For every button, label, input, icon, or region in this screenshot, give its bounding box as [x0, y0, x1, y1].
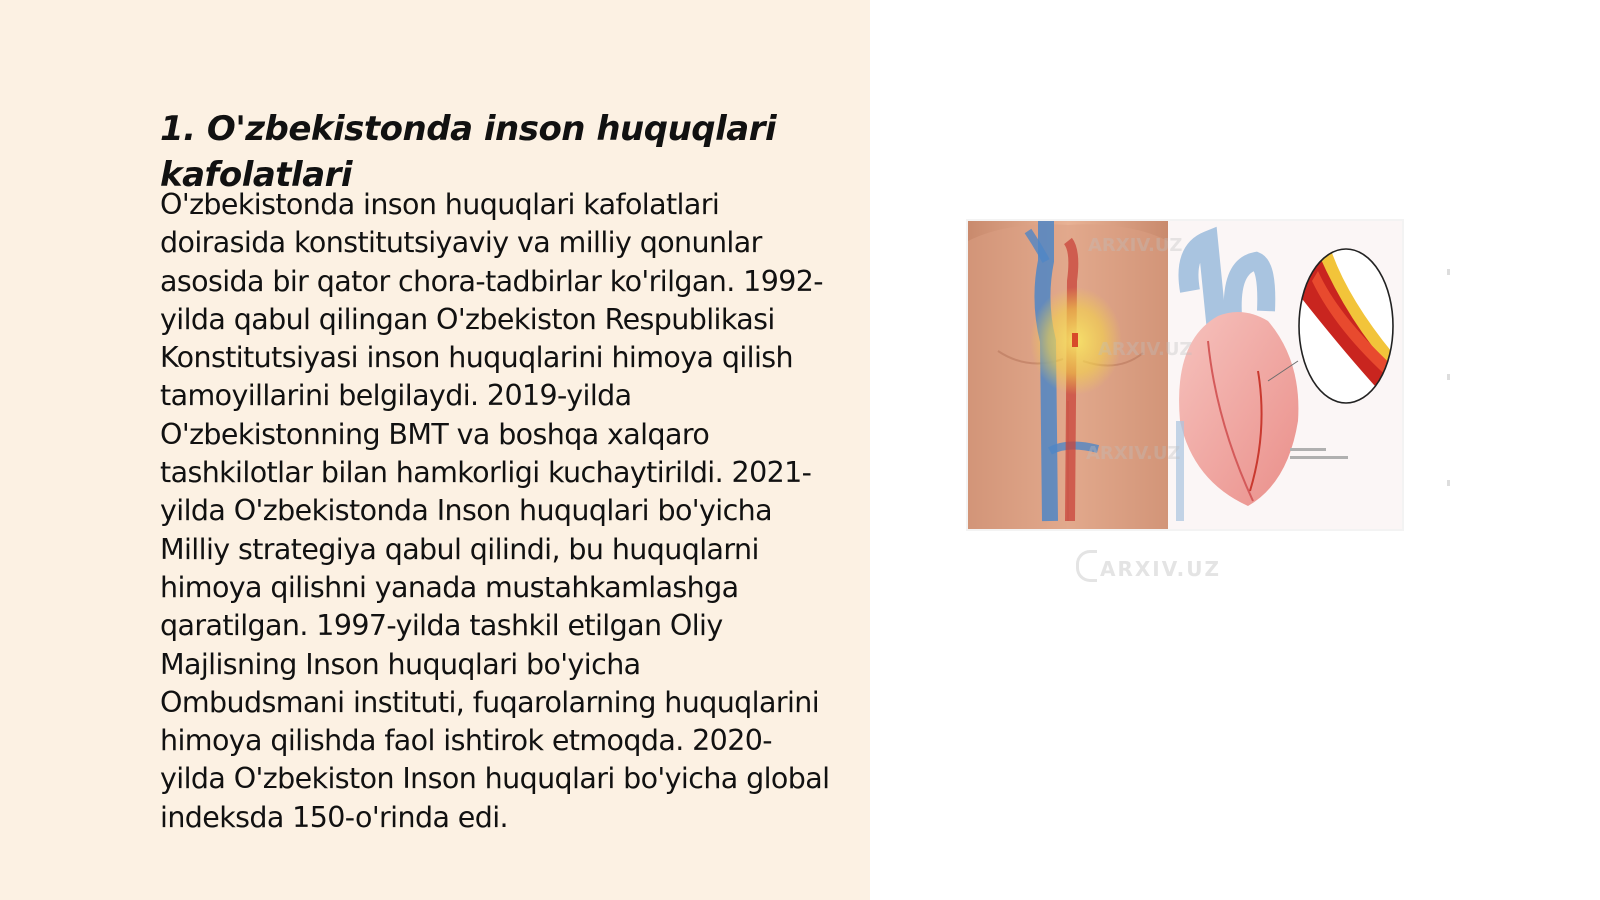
watermark-logo-text: ARXIV.UZ: [1099, 557, 1221, 581]
slide-title: 1. O'zbekistonda inson huquqlari kafolatlari: [160, 109, 777, 195]
torso-illustration: [968, 221, 1168, 529]
edge-marker: [1447, 374, 1450, 380]
anatomy-illustration-svg: [968, 221, 1402, 529]
watermark-text-3: ARXIV.UZ: [1086, 443, 1181, 464]
figure-caption-smudge: [1290, 445, 1364, 463]
watermark-ring-icon: [1076, 550, 1097, 582]
anatomy-illustration: [966, 219, 1404, 531]
image-panel: [870, 0, 1600, 900]
watermark-text-2: ARXIV.UZ: [1098, 339, 1193, 360]
slide-body-text: O'zbekistonda inson huquqlari kafolatlari doirasida konstitutsiyaviy va milliy qonunlar asosida bir qator chora-tadbirlar ko'rilgan. 1992-yilda qabul qilingan O'zbekiston Respublikasi Konstitutsiyasi inson huquqlarini himoya qilish tamoyillarini belgilaydi. 2019-yilda O'zbekistonning BMT va boshqa xalqaro tashkilotlar bilan hamkorligi kuchaytirildi. 2021-yilda O'zbekistonda Inson huquqlari bo'yicha Milliy strategiya qabul qilindi, bu huquqlarni himoya qilishni yanada mustahkamlashga qaratilgan. 1997-yilda tashkil etilgan Oliy Majlisning Inson huquqlari bo'yicha Ombudsmani instituti, fuqarolarning huquqlarini himoya qilishda faol ishtirok etmoqda. 2020-yilda O'zbekiston Inson huquqlari bo'yicha global indeksda 150-o'rinda edi.: [160, 188, 830, 834]
watermark-logo: [1076, 550, 1221, 582]
edge-marker: [1447, 480, 1450, 486]
watermark-text-1: ARXIV.UZ: [1088, 235, 1183, 256]
edge-marker: [1447, 269, 1450, 275]
